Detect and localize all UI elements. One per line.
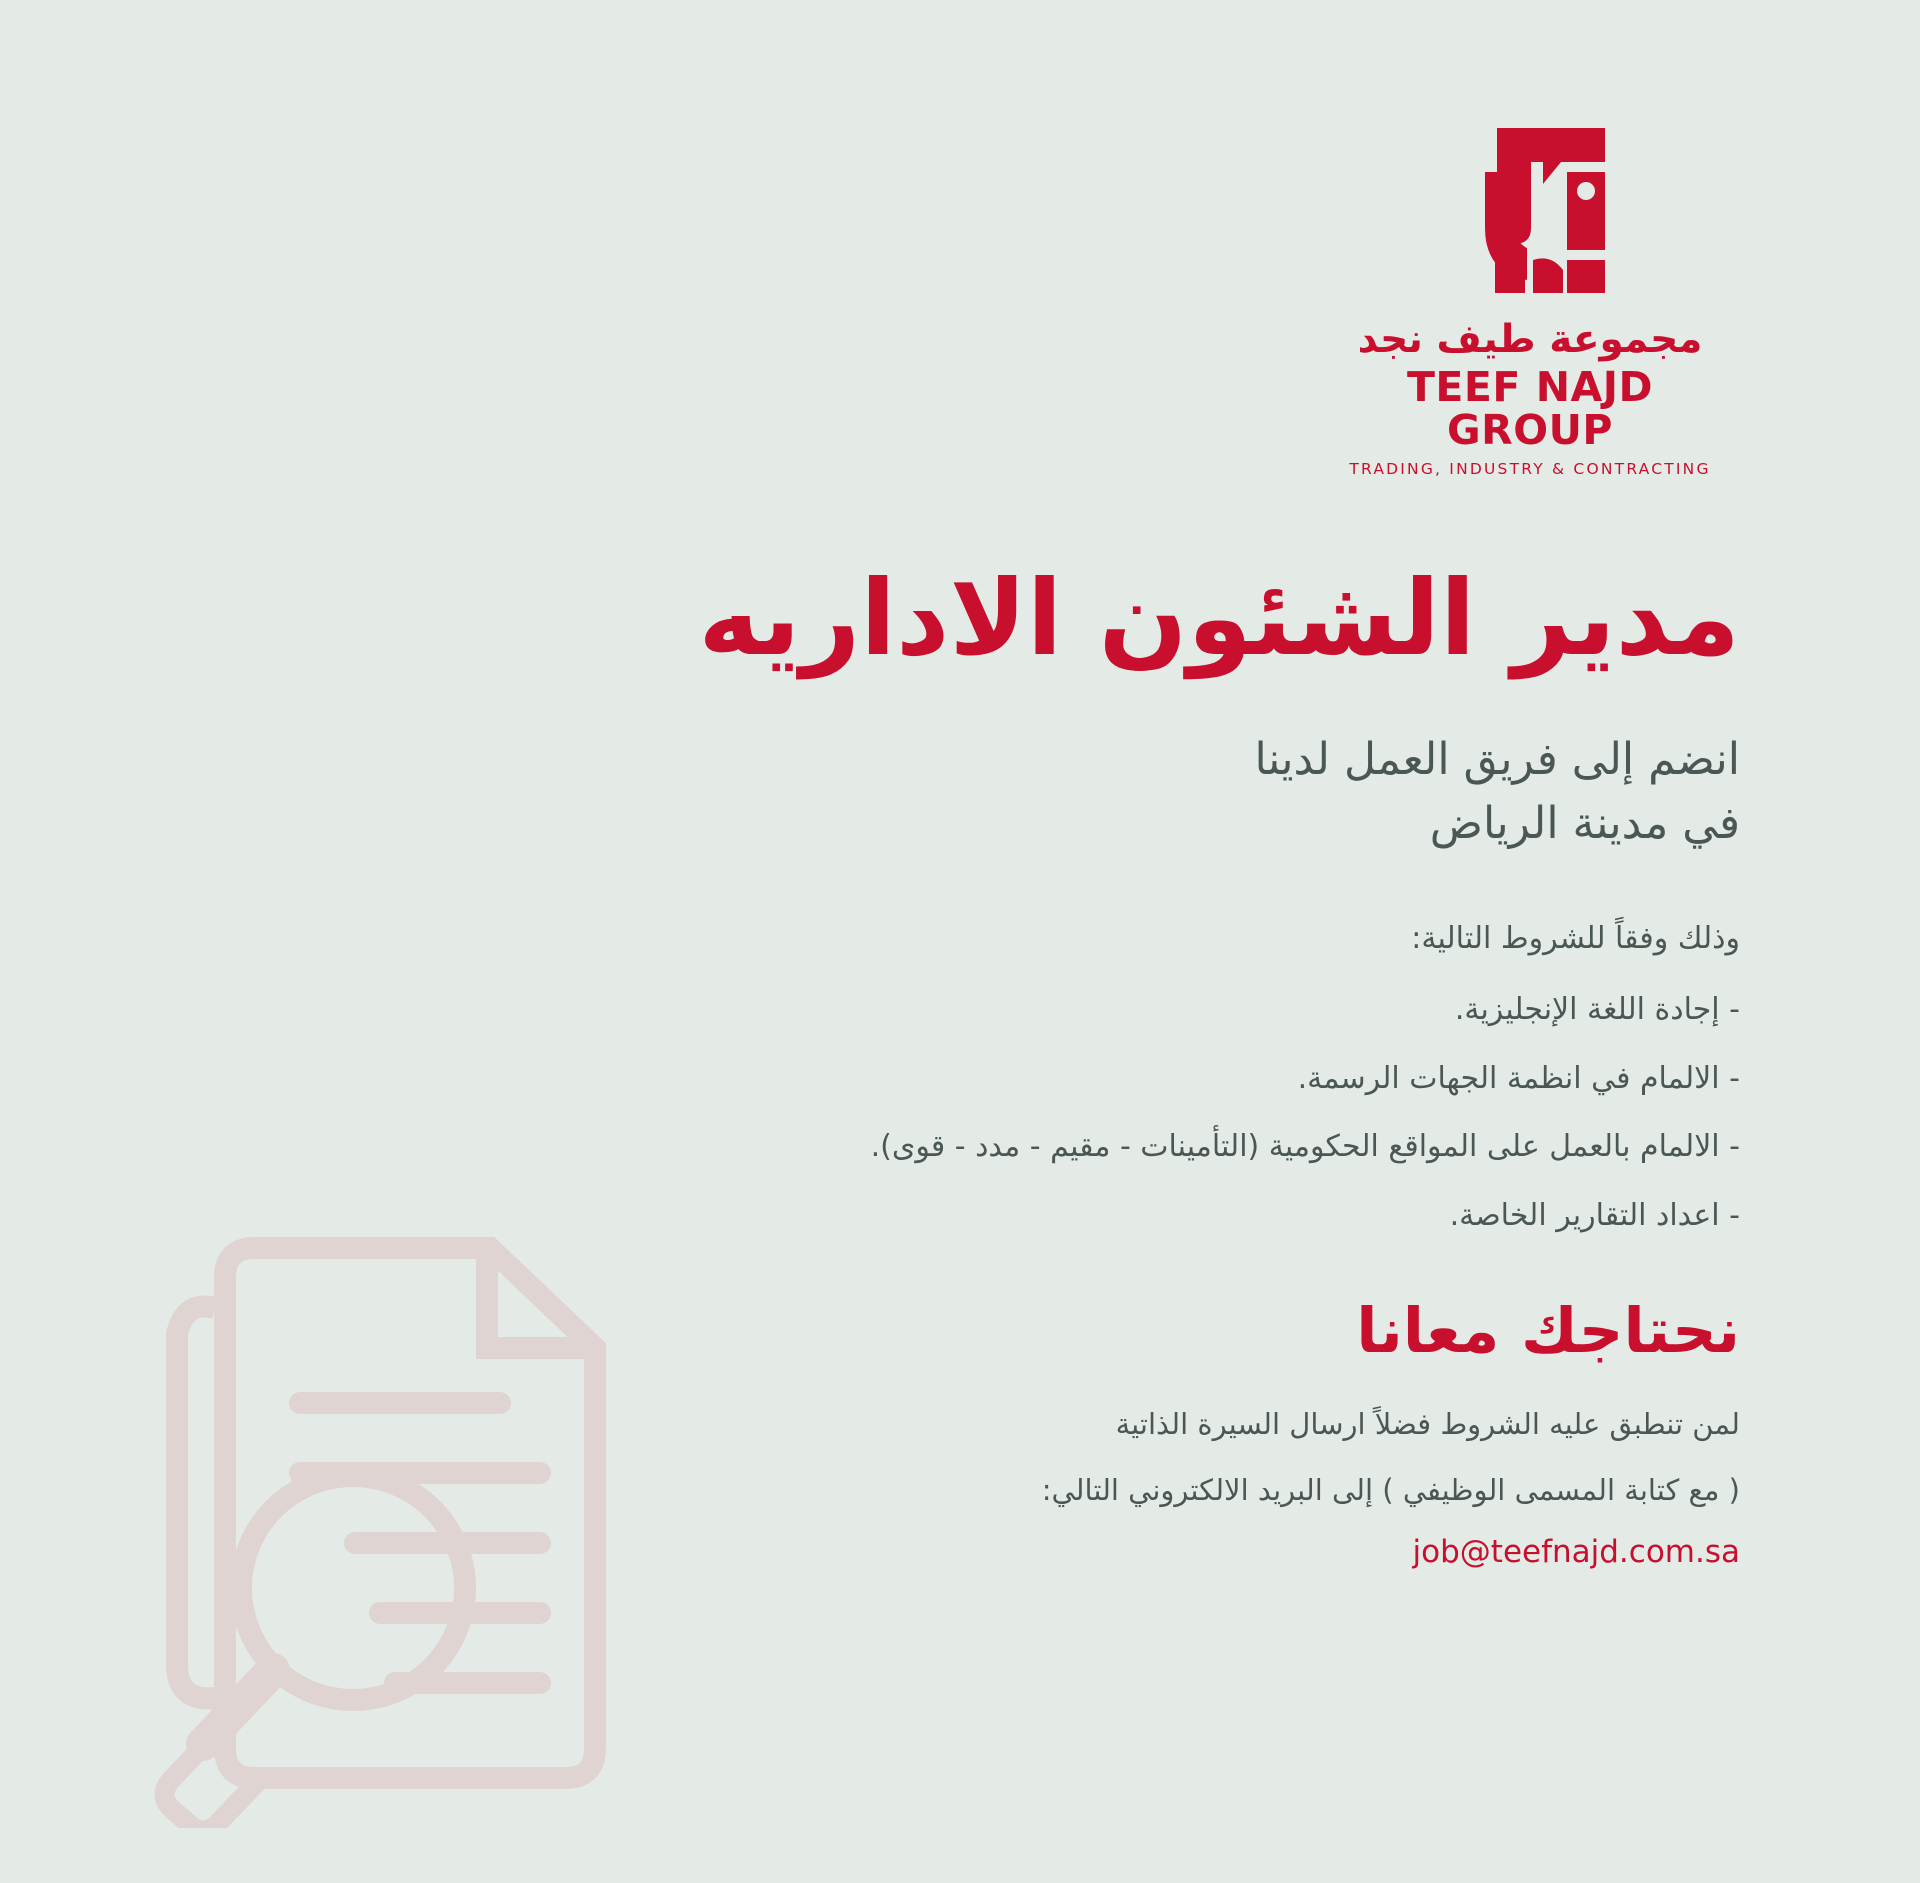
logo-tagline: TRADING, INDUSTRY & CONTRACTING: [1349, 459, 1711, 478]
contact-email-link[interactable]: job@teefnajd.com.sa: [1412, 1534, 1740, 1571]
conditions-list: [180, 987, 1740, 1239]
job-title: مدير الشئون الاداريه: [698, 557, 1740, 679]
teef-najd-bird-logo-icon: [1455, 128, 1605, 293]
job-subtitle: [180, 728, 1740, 856]
list-item: - إجادة اللغة الإنجليزية.: [1454, 992, 1740, 1028]
apply-line-2: ( مع كتابة المسمى الوظيفي ) إلى البريد الالكتروني التالي:: [1041, 1472, 1740, 1507]
apply-instructions: [180, 1403, 1740, 1570]
list-item: - اعداد التقارير الخاصة.: [1449, 1197, 1740, 1233]
poster-content: [180, 557, 1740, 1571]
company-logo: [1320, 128, 1740, 478]
list-item: - الالمام في انظمة الجهات الرسمة.: [1297, 1060, 1740, 1096]
list-item: - الالمام بالعمل على المواقع الحكومية (التأمينات - مقيم - مدد - قوى).: [870, 1129, 1740, 1165]
job-subtitle-line-1: انضم إلى فريق العمل لدينا: [1254, 734, 1740, 786]
apply-line-1: لمن تنطبق عليه الشروط فضلاً ارسال السيرة الذاتية: [1115, 1407, 1740, 1442]
logo-arabic-name: مجموعة طيف نجد: [1357, 317, 1703, 362]
logo-english-name: TEEF NAJD GROUP: [1406, 362, 1654, 454]
conditions-intro: وذلك وفقاً للشروط التالية:: [1411, 921, 1740, 957]
job-subtitle-line-2: في مدينة الرياض: [1429, 798, 1740, 850]
call-to-action-heading: نحتاجك معانا: [1356, 1294, 1740, 1368]
